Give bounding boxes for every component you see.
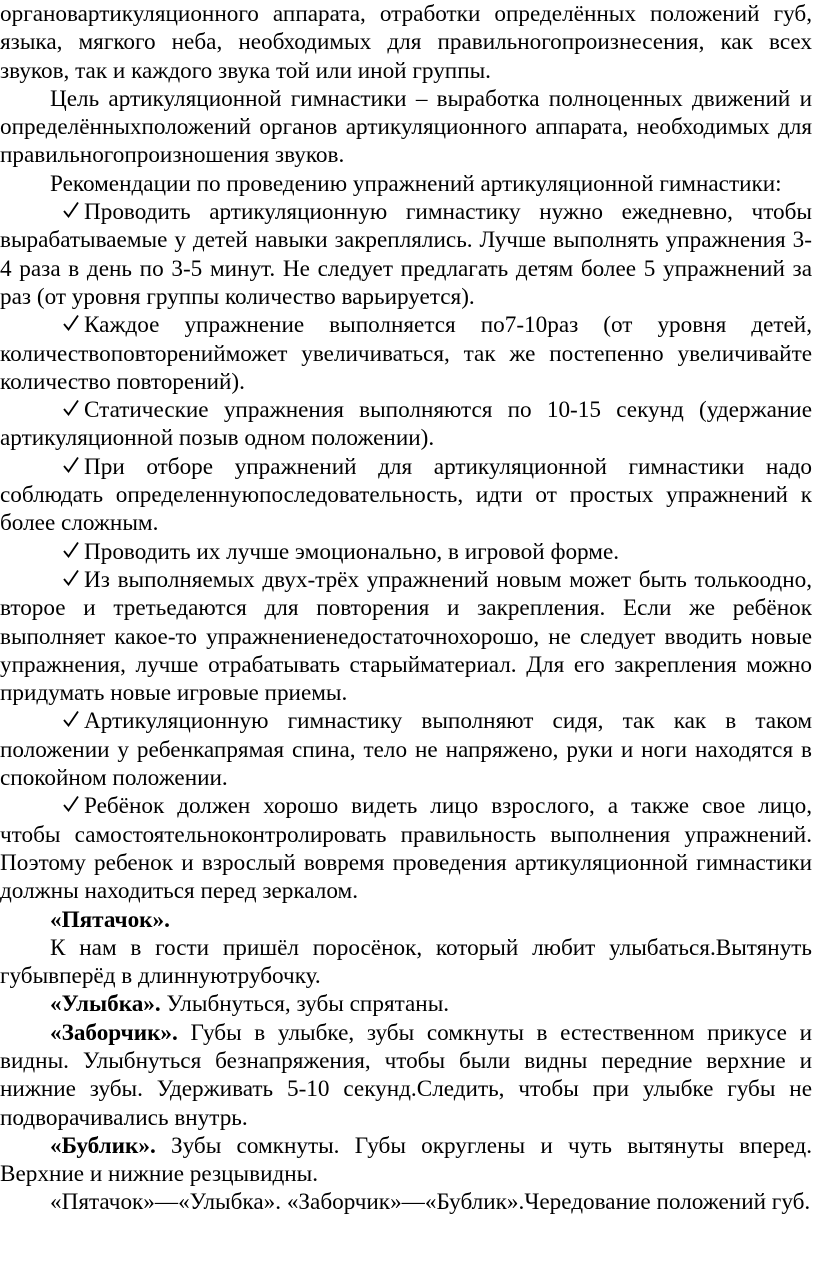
checklist-item (0, 453, 812, 538)
checklist-item-text: Статические упражнения выполняются по 10-15 секунд (удержание артикуляционной позыв одном положении). (0, 397, 812, 452)
checkmark-icon (64, 316, 78, 332)
exercise-text-ulybka: Улыбнуться, зубы спрятаны. (160, 991, 450, 1018)
checklist-item-text: Из выполняемых двух-трёх упражнений новым может быть толькоодно, второе и третьедаются для повторения и закрепления. Если же ребёнок выполняет какое-то упражнениенедостаточнохорошо, не следует вводить новые упражнения, лучше отрабатывать старыйматериал. Для его закрепления можно придумать новые игровые приемы. (0, 566, 812, 707)
exercise-ulybka (0, 990, 812, 1018)
exercise-alternation: «Пятачок»—«Улыбка». «Заборчик»—«Бублик».Чередование положений губ. (50, 1189, 811, 1216)
checklist-item-text: При отборе упражнений для артикуляционной гимнастики надо соблюдать определеннуюпоследовательность, идти от простых упражнений к более сложным. (0, 453, 812, 537)
exercise-title-bublik: «Бублик». (50, 1132, 156, 1159)
checklist-item-text: Артикуляционную гимнастику выполняют сидя, так как в таком положении у ребенкапрямая спина, тело не напряжено, руки и ноги находятся в спокойном положении. (0, 708, 812, 792)
checklist-item (0, 198, 812, 311)
checkmark-icon (64, 797, 78, 813)
checkmark-icon (64, 458, 78, 474)
checkmark-icon (64, 543, 78, 559)
checklist-item (0, 566, 812, 707)
exercise-title-zaborchik: «Заборчик». (50, 1019, 178, 1046)
checklist-item (0, 396, 812, 453)
checkmark-icon (64, 571, 78, 587)
exercise-text-pyatachok: К нам в гости пришёл поросёнок, который любит улыбаться.Вытянуть губывперёд в длиннуютрубочку. (0, 934, 812, 990)
checkmark-icon (64, 712, 78, 728)
paragraph-goal: Цель артикуляционной гимнастики – выработка полноценных движений и определённыхположений органов артикуляционного аппарата, необходимых для правильногопроизношения звуков. (0, 85, 812, 169)
exercise-title-ulybka: «Улыбка». (50, 991, 161, 1018)
checklist-item (0, 311, 812, 396)
exercise-zaborchik (0, 1019, 812, 1132)
exercise-text-bublik: Зубы сомкнуты. Губы округлены и чуть вытянуты вперед. Верхние и нижние резцывидны. (0, 1132, 812, 1188)
checklist-item-text: Ребёнок должен хорошо видеть лицо взрослого, а также свое лицо, чтобы самостоятельноконтролировать правильность выполнения упражнений. Поэтому ребенок и взрослый вовремя проведения артикуляционной гимнастики должны находиться перед зеркалом. (0, 793, 812, 905)
checklist-item-text: Проводить артикуляционную гимнастику нужно ежедневно, чтобы вырабатываемые у детей навыки закреплялись. Лучше выполнять упражнения 3-4 раза в день по 3-5 минут. Не следует предлагать детям более 5 упражнений за раз (от уровня группы количество варьируется). (0, 199, 812, 310)
checklist-item-text: Проводить их лучше эмоционально, в игровой форме. (84, 538, 620, 565)
paragraph-recommendations-heading: Рекомендации по проведению упражнений артикуляционной гимнастики: (50, 170, 782, 197)
checklist-item (0, 707, 812, 792)
checklist-item (0, 792, 812, 905)
paragraph-intro: органовартикуляционного аппарата, отработки определённых положений губ, языка, мягкого неба, необходимых для правильногопроизнесения, как всех звуков, так и каждого звука той или иной группы. (0, 1, 812, 84)
checklist-item (0, 538, 812, 566)
checkmark-icon (64, 203, 78, 219)
exercise-text-zaborchik: Губы в улыбке, зубы сомкнуты в естественном прикусе и видны. Улыбнуться безнапряжения, чтобы были видны передние верхние и нижние зубы. Удерживать 5-10 секунд.Следить, чтобы при улыбке губы не подворачивались внутрь. (0, 1019, 812, 1131)
exercise-title-pyatachok: «Пятачок». (50, 906, 170, 933)
exercise-bublik (0, 1132, 812, 1189)
checkmark-icon (64, 401, 78, 417)
checklist-item-text: Каждое упражнение выполняется по7-10раз (от уровня детей, количествоповторенийможет увеличиваться, так же постепенно увеличивайте количество повторений). (0, 312, 812, 395)
